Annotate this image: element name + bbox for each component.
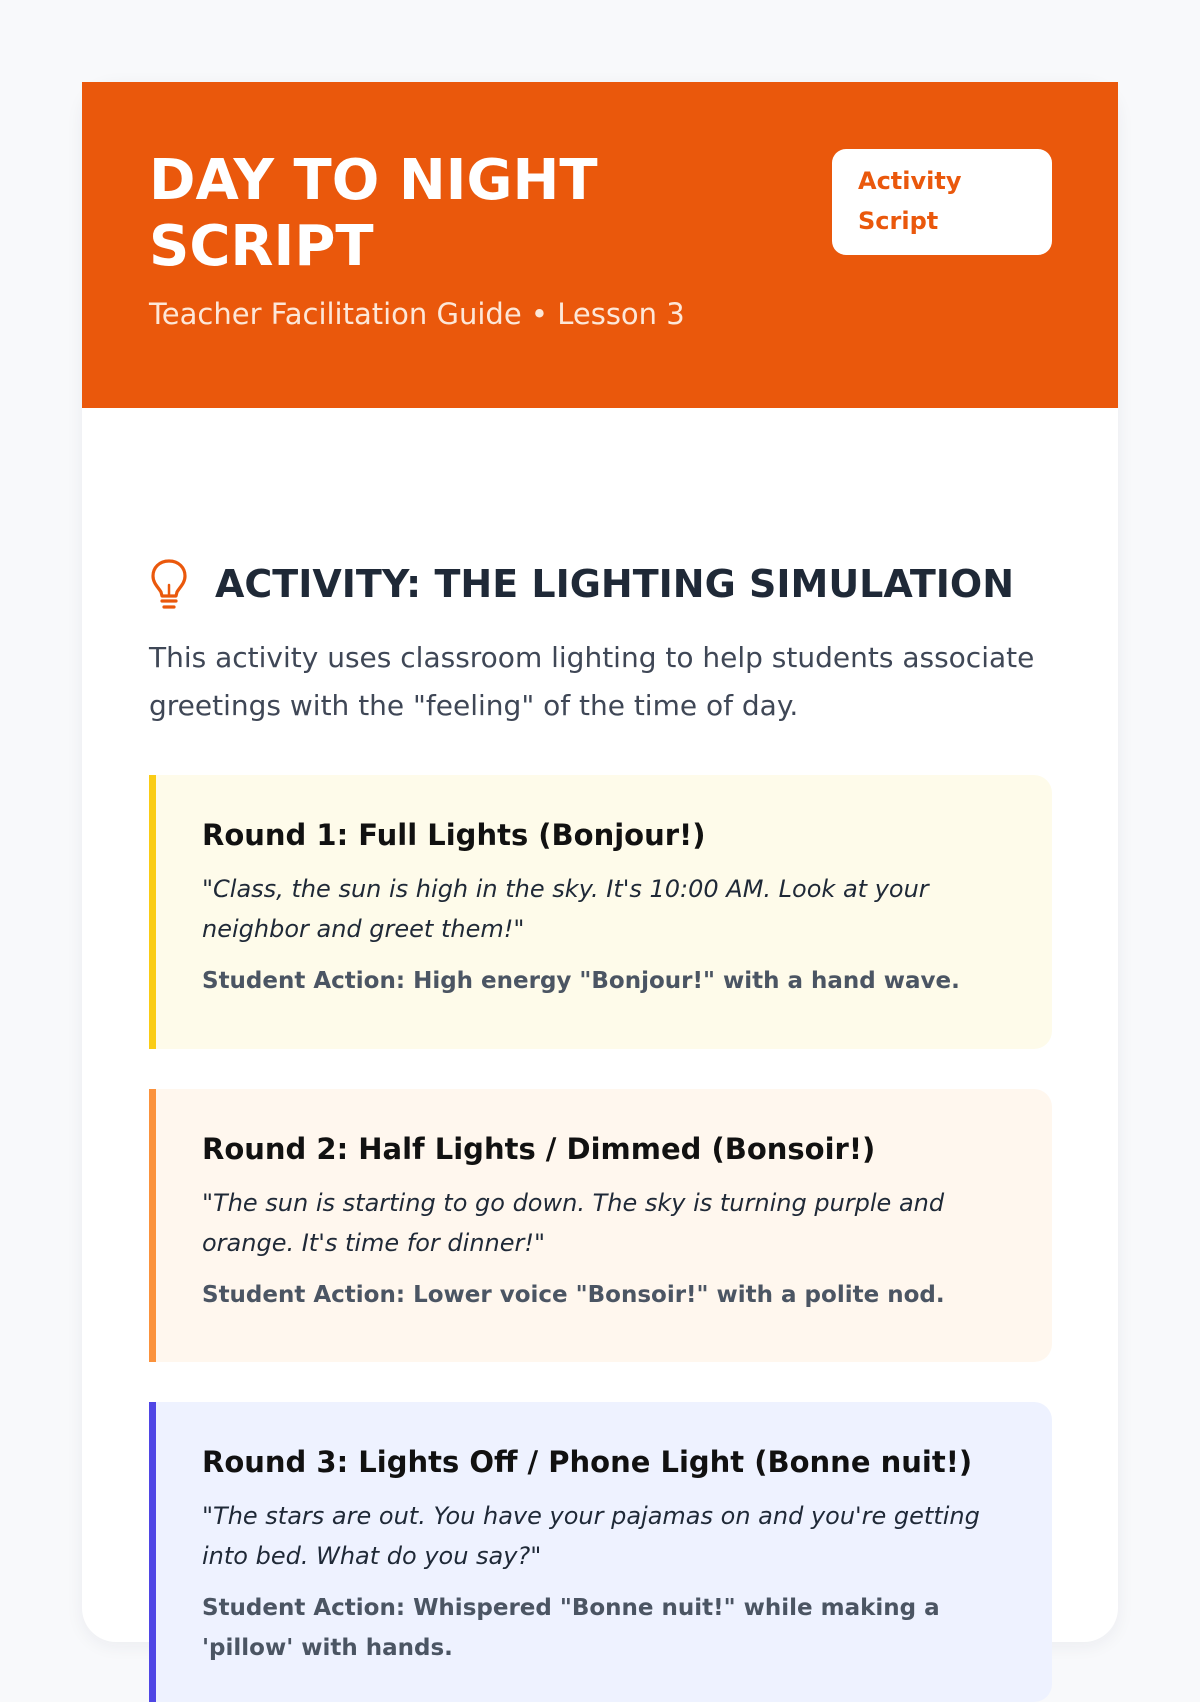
activity-intro: This activity uses classroom lighting to help students associate greetings with the "feeling" of the time of day. — [149, 641, 1035, 722]
round-quote: "The stars are out. You have your pajamas on and you're getting into bed. What do you say?" — [202, 1502, 980, 1570]
round-title: Round 2: Half Lights / Dimmed (Bonsoir!) — [202, 1132, 876, 1166]
round-student-action: Student Action: High energy "Bonjour!" with a hand wave. — [202, 968, 960, 994]
section-heading — [149, 556, 1014, 612]
page-title: DAY TO NIGHT SCRIPT — [149, 148, 598, 279]
section-title: ACTIVITY: THE LIGHTING SIMULATION — [215, 562, 1015, 606]
round-card-1 — [149, 775, 1052, 1049]
page-subtitle: Teacher Facilitation Guide • Lesson 3 — [149, 297, 685, 331]
round-student-action: Student Action: Whispered "Bonne nuit!" while making a 'pillow' with hands. — [202, 1595, 940, 1661]
round-title: Round 3: Lights Off / Phone Light (Bonne nuit!) — [202, 1445, 973, 1479]
round-card-3 — [149, 1402, 1052, 1702]
header-banner — [82, 82, 1118, 408]
round-title: Round 1: Full Lights (Bonjour!) — [202, 818, 706, 852]
round-quote: "Class, the sun is high in the sky. It's 10:00 AM. Look at your neighbor and greet them!" — [202, 875, 929, 943]
round-quote: "The sun is starting to go down. The sky is turning purple and orange. It's time for dinner!" — [202, 1189, 945, 1257]
round-student-action: Student Action: Lower voice "Bonsoir!" with a polite nod. — [202, 1282, 945, 1308]
round-card-2 — [149, 1089, 1052, 1362]
lightbulb-icon — [149, 557, 189, 611]
script-card — [82, 82, 1118, 1661]
activity-script-badge — [832, 149, 1052, 255]
badge-line-2: Script — [858, 207, 939, 235]
badge-line-1: Activity — [858, 167, 962, 195]
